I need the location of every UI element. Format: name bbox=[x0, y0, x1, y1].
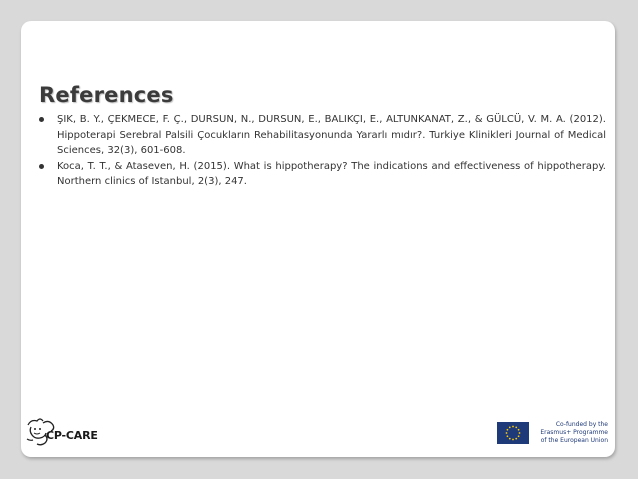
bullet-icon bbox=[39, 164, 44, 169]
eu-flag-icon bbox=[497, 422, 529, 444]
reference-list bbox=[37, 112, 606, 190]
list-item bbox=[37, 159, 606, 190]
reference-text: ŞIK, B. Y., ÇEKMECE, F. Ç., DURSUN, N., DURSUN, E., BALIKÇI, E., ALTUNKANAT, Z., & GÜLCÜ, V. M. A. (2012). Hippoterapi Serebral Palsili Çocukların Rehabilitasyonunda Yararlı mıdır?. Turkiye Klinikleri Journal of Medical Sciences, 32(3), 601-608. bbox=[57, 114, 606, 157]
logo-text: CP-CARE bbox=[46, 429, 98, 442]
page-title: References bbox=[39, 83, 174, 107]
eu-line: Erasmus+ Programme bbox=[540, 429, 608, 436]
eu-funding-notice bbox=[497, 421, 609, 447]
bullet-icon bbox=[39, 117, 44, 122]
eu-funding-text bbox=[532, 421, 608, 445]
eu-line: of the European Union bbox=[540, 437, 608, 444]
eu-line: Co-funded by the bbox=[555, 421, 608, 428]
cp-care-logo bbox=[25, 413, 135, 449]
reference-text: Koca, T. T., & Ataseven, H. (2015). What is hippotherapy? The indications and effectiveness of hippotherapy. Northern clinics of Istanbul, 2(3), 247. bbox=[57, 160, 606, 188]
slide bbox=[21, 21, 615, 457]
list-item bbox=[37, 112, 606, 159]
